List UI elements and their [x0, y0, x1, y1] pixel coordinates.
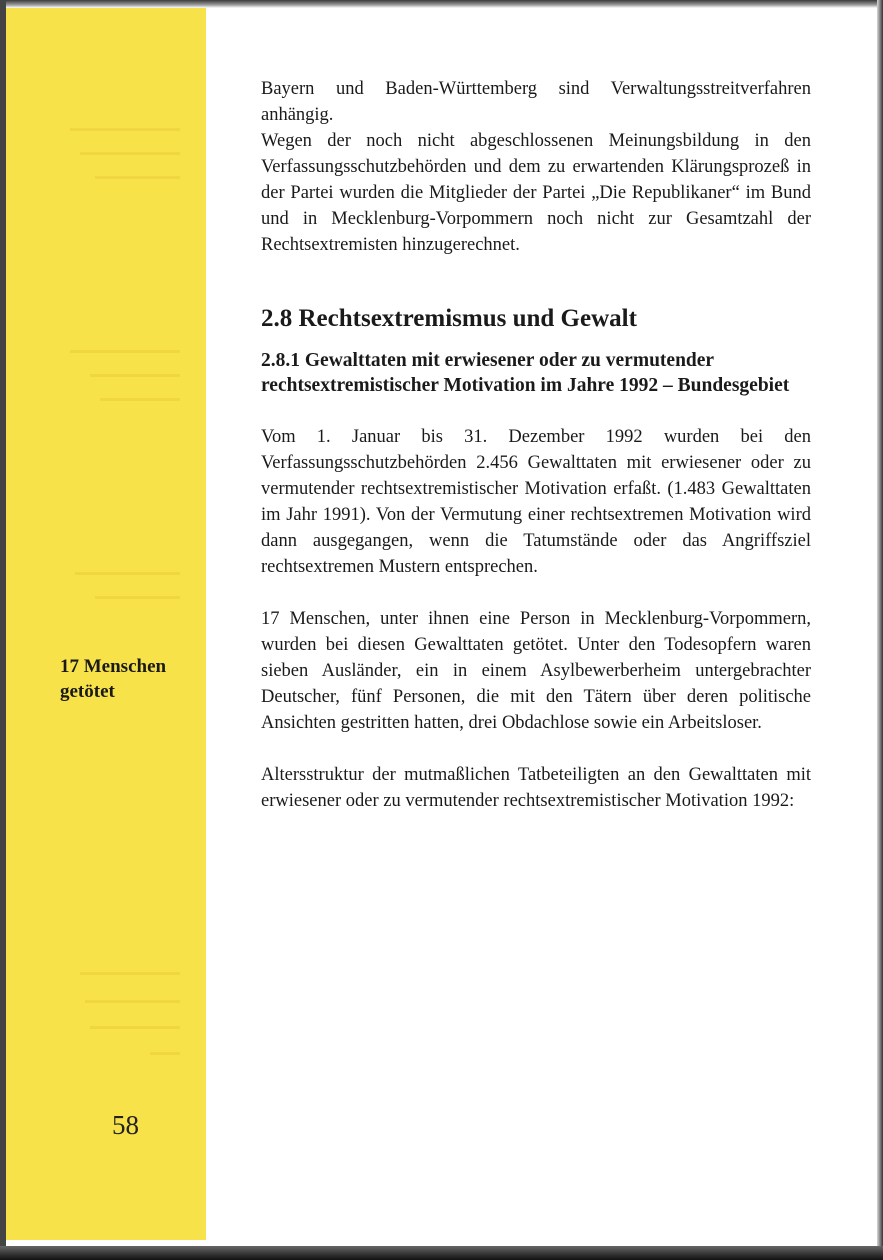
- subsection-heading: 2.8.1 Gewalttaten mit erwiesener oder zu vermutender rechtsextremistischer Motivation im Jahre 1992 – Bundesgebiet: [261, 350, 790, 396]
- show-through-mark: [80, 152, 180, 155]
- show-through-mark: [90, 1026, 180, 1029]
- show-through-mark: [75, 572, 180, 575]
- page-number: 58: [112, 1110, 139, 1140]
- show-through-mark: [95, 596, 180, 599]
- paragraph-2: Wegen der noch nicht abgeschlossenen Meinungsbildung in den Verfassungsschutzbehörden und dem zu erwartenden Klärungsprozeß in der Partei wurden die Mitglieder der Partei „Die Republikaner“ im Bund und in Mecklenburg-Vorpommern noch nicht zur Gesamtzahl der Rechtsextremisten hinzugerechnet.: [261, 131, 811, 255]
- show-through-mark: [100, 398, 180, 401]
- show-through-mark: [70, 350, 180, 353]
- show-through-mark: [70, 128, 180, 131]
- paragraph-5: Altersstruktur der mutmaßlichen Tatbeteiligten an den Gewalttaten mit erwiesener oder zu vermutender rechtsextremistischer Motivation 1992:: [261, 765, 811, 811]
- page-top-edge: [0, 0, 883, 8]
- paragraph-4: 17 Menschen, unter ihnen eine Person in Mecklenburg-Vorpommern, wurden bei diesen Gewalttaten getötet. Unter den Todesopfern waren sieben Ausländer, ein in einem Asylbewerberheim untergebrachter Deutscher, fünf Personen, die mit den Tätern über deren politische Ansichten gestritten hatten, drei Obdachlose sowie ein Arbeitsloser.: [261, 609, 811, 733]
- paragraph-1: Bayern und Baden-Württemberg sind Verwaltungsstreitverfahren anhängig.: [261, 79, 811, 125]
- page-bottom-edge: [0, 1246, 883, 1260]
- show-through-mark: [95, 176, 180, 179]
- margin-note: 17 Menschen getötet: [60, 656, 167, 702]
- paragraph-3: Vom 1. Januar bis 31. Dezember 1992 wurden bei den Verfassungsschutzbehörden 2.456 Gewalttaten mit erwiesener oder zu vermutender rechtsextremistischer Motivation erfaßt. (1.483 Gewalttaten im Jahr 1991). Von der Vermutung einer rechtsextremen Motivation wird dann ausgegangen, wenn die Tatumstände oder das Angriffsziel rechtsextremen Mustern entsprechen.: [261, 427, 811, 577]
- show-through-mark: [90, 374, 180, 377]
- page-right-edge: [877, 0, 883, 1260]
- show-through-mark: [85, 1000, 180, 1003]
- text-column: [261, 76, 811, 814]
- show-through-mark: [80, 972, 180, 975]
- show-through-mark: [150, 1052, 180, 1055]
- margin-column: [6, 8, 206, 1240]
- section-heading: 2.8 Rechtsextremismus und Gewalt: [261, 305, 637, 332]
